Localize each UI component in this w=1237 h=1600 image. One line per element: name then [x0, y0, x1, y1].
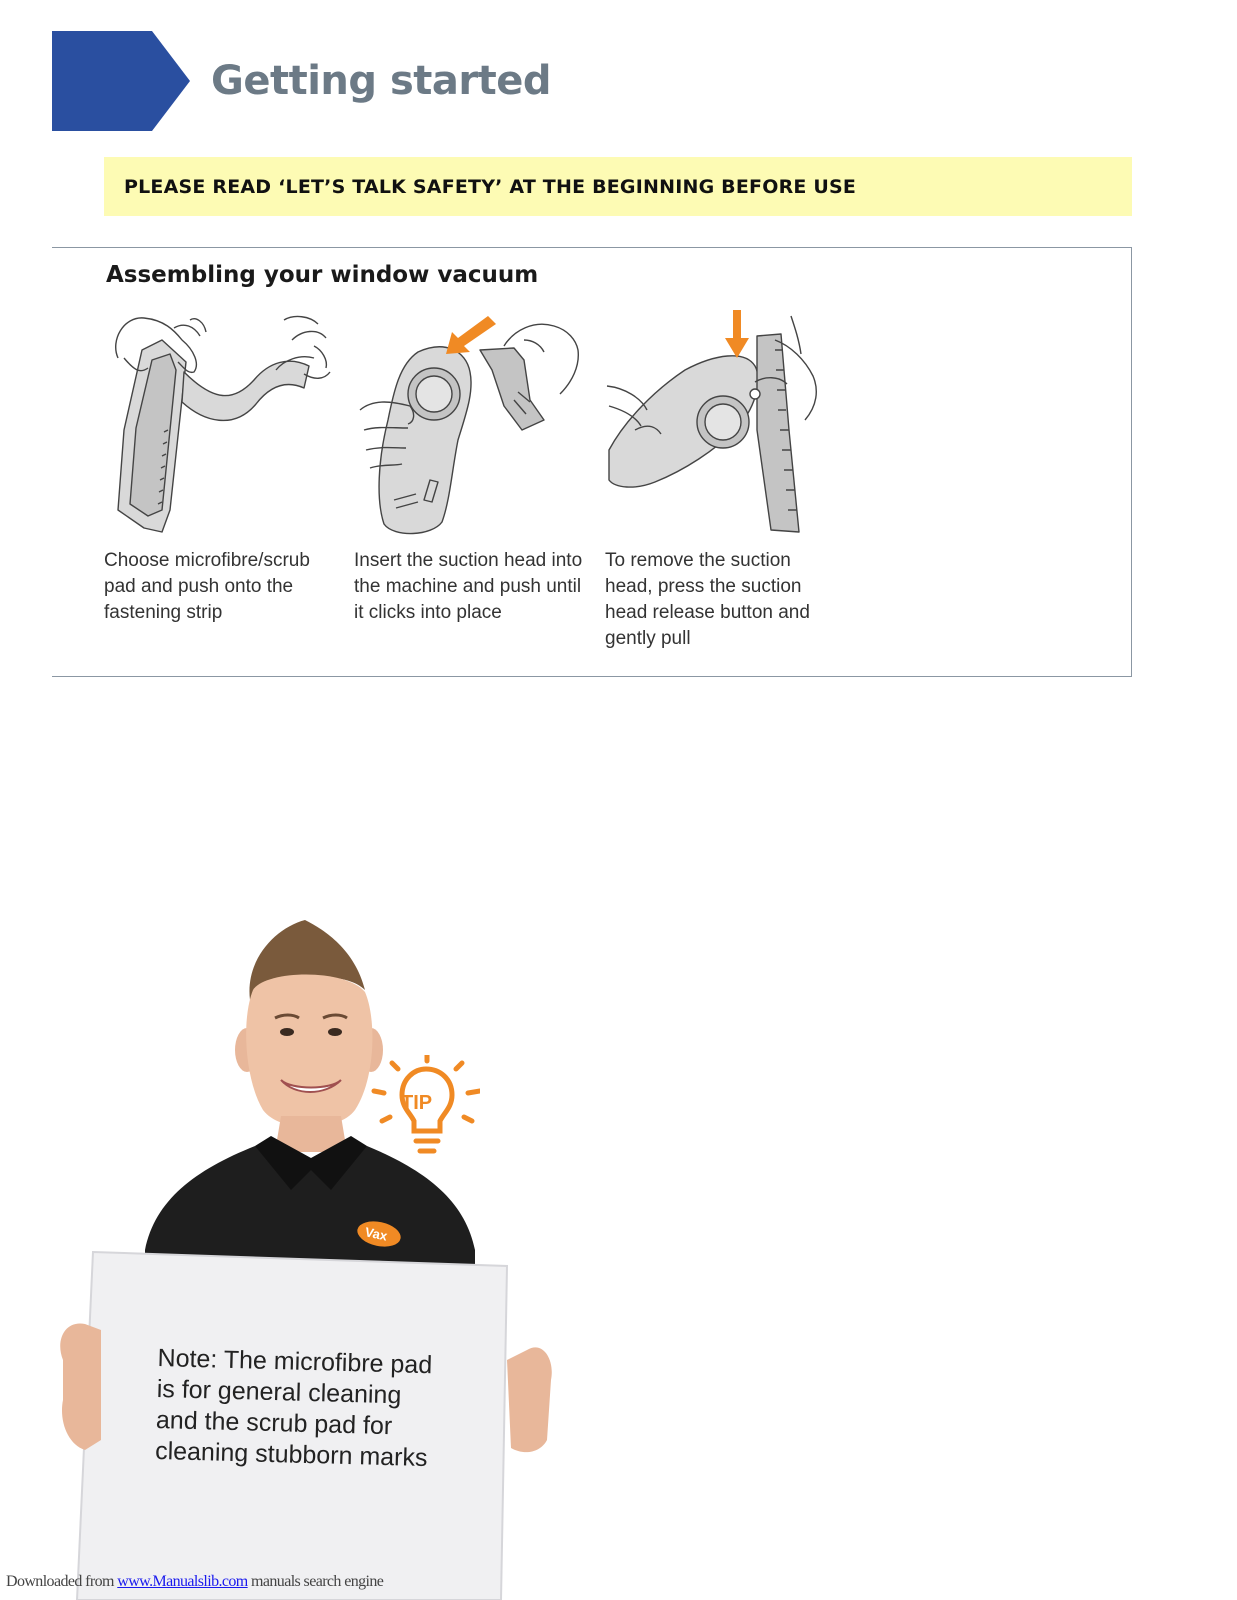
footer-suffix: manuals search engine — [247, 1573, 384, 1590]
pad-attach-illustration — [104, 310, 336, 538]
remove-head-illustration — [605, 310, 837, 538]
manualslib-link[interactable]: www.Manualslib.com — [117, 1573, 248, 1590]
assembly-section — [52, 247, 1132, 677]
step-caption: To remove the suction head, press the suction head release button and gently pull — [605, 550, 810, 649]
insert-head-illustration — [354, 310, 586, 538]
header-tab-shape — [52, 31, 190, 131]
assembly-step-1 — [104, 310, 336, 626]
footer-prefix: Downloaded from — [6, 1573, 118, 1590]
svg-text:Vax: Vax — [363, 1224, 389, 1244]
safety-banner — [104, 157, 1132, 216]
tip-note-text: Note: The microfibre pad is for general cleaning and the scrub pad for cleaning stubborn marks — [154, 1343, 433, 1473]
assembly-step-3 — [605, 310, 837, 652]
tip-label: TIP — [401, 1092, 433, 1114]
step-caption: Choose microfibre/scrub pad and push onto the fastening strip — [104, 550, 310, 623]
step-caption: Insert the suction head into the machine and push until it clicks into place — [354, 550, 583, 623]
assembly-step-2 — [354, 310, 586, 626]
page-title: Getting started — [211, 58, 551, 104]
footer-credit — [6, 1573, 383, 1591]
person-holding-sign-photo — [55, 920, 555, 1600]
section-heading: Assembling your window vacuum — [106, 262, 539, 288]
safety-warning-text: PLEASE READ ‘LET’S TALK SAFETY’ AT THE BEGINNING BEFORE USE — [124, 176, 857, 198]
